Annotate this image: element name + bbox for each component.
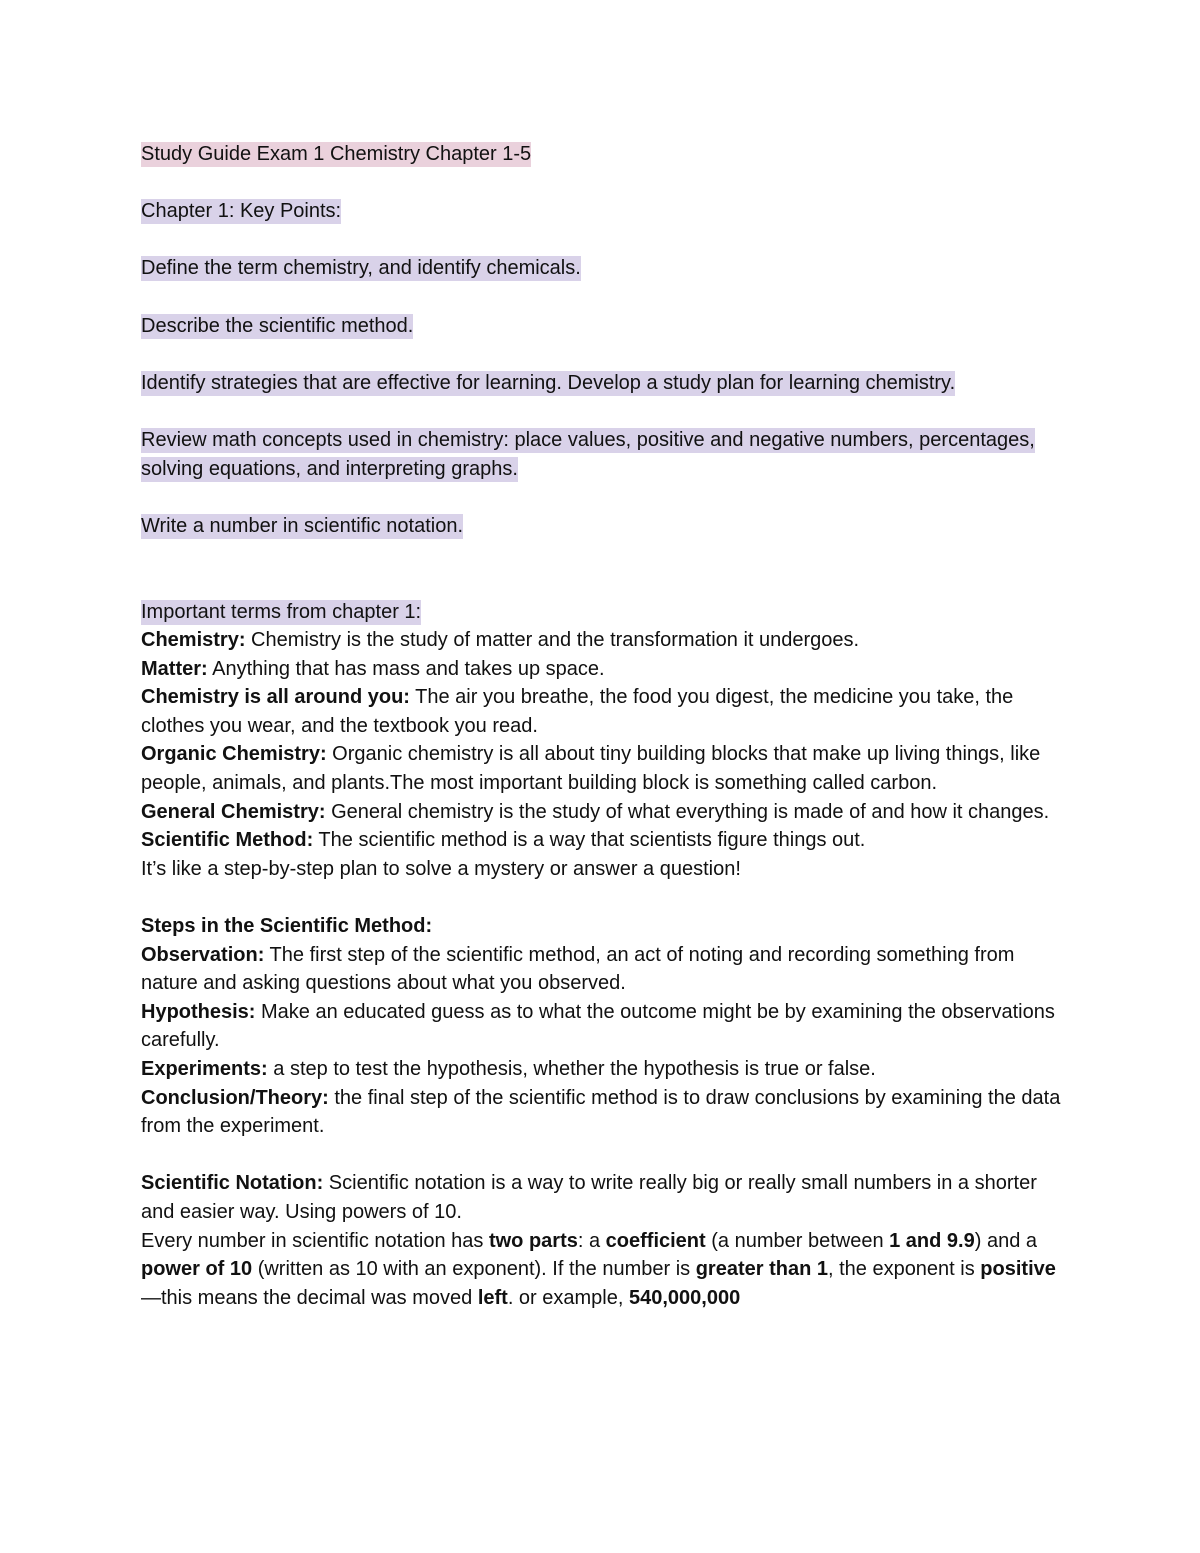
document-title-text: Study Guide Exam 1 Chemistry Chapter 1-5	[141, 143, 532, 165]
document-title	[141, 140, 1061, 169]
step-entry	[141, 1055, 1061, 1084]
term-entry	[141, 626, 1061, 655]
notation-emphasis: left	[477, 1286, 508, 1309]
term-entry	[141, 826, 1061, 855]
chapter-heading	[141, 197, 1061, 226]
term-label: Scientific Method:	[141, 829, 314, 852]
notation-entry	[141, 1169, 1061, 1226]
scientific-method-note: It’s like a step-by-step plan to solve a mystery or answer a question!	[141, 857, 741, 880]
notation-text: : a	[577, 1229, 606, 1252]
step-label: Experiments:	[141, 1058, 268, 1080]
step-definition: The first step of the scientific method, an act of noting and recording something from nature and asking questions about what you observed.	[141, 943, 1015, 995]
term-entry	[141, 740, 1061, 797]
key-point-text: Describe the scientific method.	[141, 314, 414, 337]
step-entry	[141, 998, 1061, 1055]
terms-heading	[141, 598, 1061, 627]
notation-emphasis: coefficient	[605, 1229, 706, 1252]
notation-text: —this means the decimal was moved	[141, 1286, 478, 1309]
notation-text: , the exponent is	[827, 1258, 981, 1281]
term-definition: The scientific method is a way that scientists figure things out.	[313, 829, 866, 852]
chapter-heading-text: Chapter 1: Key Points:	[141, 200, 342, 223]
notation-parts-paragraph	[141, 1227, 1061, 1313]
notation-text: . or example,	[507, 1286, 629, 1309]
key-point-text: Define the term chemistry, and identify chemicals.	[141, 257, 581, 280]
term-entry	[141, 798, 1061, 827]
step-label: Observation:	[141, 943, 265, 966]
key-point	[141, 426, 1061, 483]
notation-emphasis: positive	[980, 1258, 1056, 1281]
notation-text: (written as 10 with an exponent). If the number is	[252, 1258, 696, 1281]
key-point	[141, 369, 1061, 398]
term-label: Chemistry:	[141, 629, 246, 652]
notation-emphasis: power of 10	[141, 1258, 253, 1281]
step-definition: Make an educated guess as to what the outcome might be by examining the observations carefully.	[141, 1000, 1055, 1052]
notation-text: ) and a	[974, 1229, 1037, 1252]
step-definition: a step to test the hypothesis, whether the hypothesis is true or false.	[267, 1058, 876, 1080]
term-definition: General chemistry is the study of what everything is made of and how it changes.	[325, 800, 1050, 823]
term-label: Matter:	[141, 657, 208, 680]
step-entry	[141, 1084, 1061, 1141]
term-definition: Anything that has mass and takes up space.	[207, 657, 605, 680]
steps-heading-text: Steps in the Scientific Method:	[141, 915, 433, 938]
term-label: General Chemistry:	[141, 800, 326, 823]
term-definition: The air you breathe, the food you digest, the medicine you take, the clothes you wear, and the textbook you read.	[141, 686, 1014, 737]
term-definition: Organic chemistry is all about tiny building blocks that make up living things, like people, animals, and plants.The most important building block is something called carbon.	[141, 743, 1041, 795]
step-entry	[141, 941, 1061, 998]
key-point-text: Identify strategies that are effective for learning. Develop a study plan for learning chemistry.	[141, 371, 956, 394]
notation-text: (a number between	[705, 1229, 890, 1252]
term-label: Organic Chemistry:	[141, 743, 327, 766]
notation-label: Scientific Notation:	[141, 1172, 324, 1195]
notation-emphasis: 1 and 9.9	[889, 1229, 975, 1252]
steps-heading	[141, 912, 1061, 941]
key-point	[141, 254, 1061, 283]
term-entry	[141, 655, 1061, 684]
terms-heading-text: Important terms from chapter 1:	[141, 600, 422, 623]
key-point-text: Review math concepts used in chemistry: place values, positive and negative numbers, percentages, solving equations, and interpreting graphs.	[141, 428, 1035, 480]
notation-emphasis: 540,000,000	[628, 1286, 741, 1309]
key-point	[141, 312, 1061, 341]
notation-definition: Scientific notation is a way to write really big or really small numbers in a shorter and easier way. Using powers of 10.	[141, 1172, 1037, 1223]
document-page	[141, 140, 1061, 1312]
term-definition: Chemistry is the study of matter and the transformation it undergoes.	[245, 629, 860, 652]
step-label: Hypothesis:	[141, 1000, 256, 1023]
notation-text: Every number in scientific notation has	[141, 1229, 489, 1252]
step-definition: the final step of the scientific method is to draw conclusions by examining the data from the experiment.	[141, 1086, 1061, 1138]
notation-emphasis: two parts	[488, 1229, 578, 1252]
term-entry	[141, 683, 1061, 740]
notation-emphasis: greater than 1	[695, 1258, 828, 1281]
key-point-text: Write a number in scientific notation.	[141, 514, 464, 537]
term-label: Chemistry is all around you:	[141, 686, 410, 709]
key-point	[141, 512, 1061, 541]
step-label: Conclusion/Theory:	[141, 1086, 329, 1109]
